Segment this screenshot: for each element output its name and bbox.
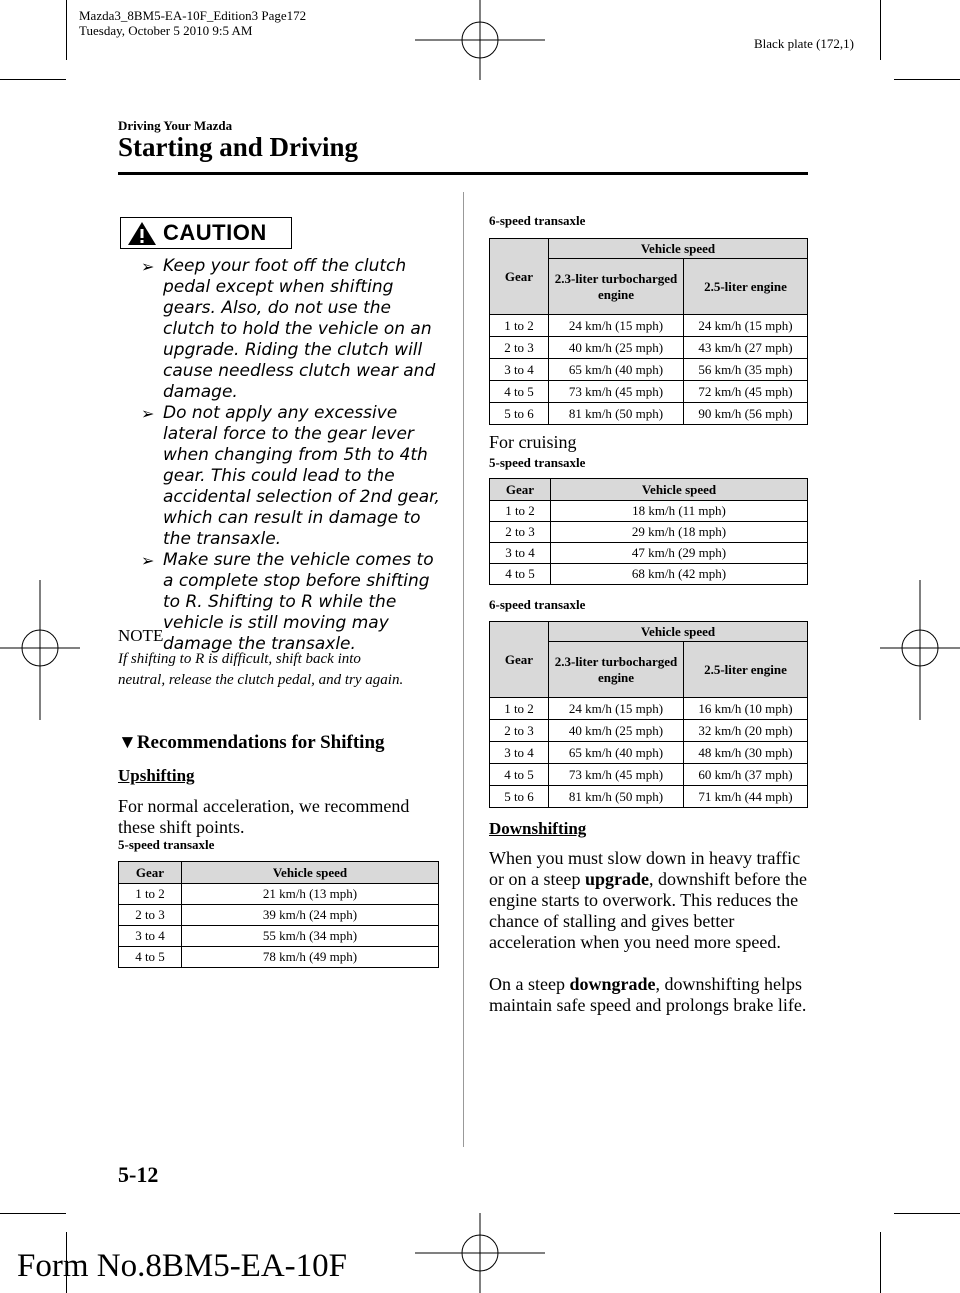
col-header: Gear xyxy=(490,479,551,501)
table-row: 4 to 5 73 km/h (45 mph) 60 km/h (37 mph) xyxy=(490,764,808,786)
arrow-icon: ➢ xyxy=(141,257,155,276)
downshifting-paragraph-1: When you must slow down in heavy traffic or on a steep upgrade, downshift before the engine starts to overwork. This reduces the chance of stalling and gives better acceleration when you need more speed. xyxy=(489,848,807,952)
arrow-icon: ➢ xyxy=(141,404,155,423)
downshifting-heading: Downshifting xyxy=(489,819,587,838)
crop-mark xyxy=(880,1232,881,1293)
recommendations-heading: ▼Recommendations for Shifting xyxy=(118,732,385,753)
table-row: 3 to 4 55 km/h (34 mph) xyxy=(119,926,439,947)
page-number: 5-12 xyxy=(118,1162,159,1187)
table-row: 3 to 4 47 km/h (29 mph) xyxy=(490,543,808,564)
column-divider xyxy=(463,192,464,1147)
note-text: If shifting to R is difficult, shift back into neutral, release the clutch pedal, and try again. xyxy=(118,651,404,688)
caution-item: ➢ Keep your foot off the clutch pedal except when shifting gears. Also, do not use the clutch to hold the vehicle on an upgrade. Riding the clutch will cause needless clutch wear and damage. xyxy=(141,256,436,402)
col-header: Vehicle speed xyxy=(549,239,808,259)
table-row: 4 to 5 78 km/h (49 mph) xyxy=(119,947,439,968)
upshifting-intro: For normal acceleration, we recommend these shift points. xyxy=(118,796,410,837)
table-row: 4 to 5 73 km/h (45 mph) 72 km/h (45 mph) xyxy=(490,381,808,403)
warning-triangle-icon xyxy=(127,220,157,246)
crop-mark xyxy=(880,0,881,60)
crop-mark xyxy=(0,1213,66,1214)
registration-mark-bottom xyxy=(415,1213,545,1293)
crop-mark xyxy=(0,79,66,80)
table-row: 2 to 3 40 km/h (25 mph) 43 km/h (27 mph) xyxy=(490,337,808,359)
shift-table-6speed-cruise xyxy=(489,621,808,808)
table-caption: 5-speed transaxle xyxy=(118,837,215,852)
title-rule xyxy=(118,172,808,175)
print-header-line1: Mazda3_8BM5-EA-10F_Edition3 Page172 xyxy=(79,8,307,23)
col-header: Vehicle speed xyxy=(182,862,439,884)
crop-mark xyxy=(894,1213,960,1214)
print-header-plate: Black plate (172,1) xyxy=(754,36,854,51)
caution-label-box xyxy=(120,217,292,249)
table-caption: 6-speed transaxle xyxy=(489,597,586,612)
table-row: 2 to 3 40 km/h (25 mph) 32 km/h (20 mph) xyxy=(490,720,808,742)
triangle-down-icon: ▼ xyxy=(118,732,137,753)
col-header: Vehicle speed xyxy=(549,622,808,642)
col-header: 2.5-liter engine xyxy=(684,642,808,698)
col-header: Gear xyxy=(119,862,182,884)
table-row: 2 to 3 29 km/h (18 mph) xyxy=(490,522,808,543)
col-header: Gear xyxy=(490,622,549,698)
caution-list xyxy=(137,256,447,655)
registration-mark-right xyxy=(880,580,960,720)
table-row: 1 to 2 24 km/h (15 mph) 16 km/h (10 mph) xyxy=(490,698,808,720)
table-row: 1 to 2 21 km/h (13 mph) xyxy=(119,884,439,905)
col-header: Vehicle speed xyxy=(551,479,808,501)
registration-mark-left xyxy=(0,580,80,720)
col-header: 2.3-liter turbocharged engine xyxy=(549,259,684,315)
page-title: Starting and Driving xyxy=(118,132,359,162)
caution-item: ➢ Do not apply any excessive lateral force to the gear lever when changing from 5th to 4th gear. This could lead to the accidental selection of 2nd gear, which can result in damage to the transaxle. xyxy=(141,403,440,549)
table-caption: 5-speed transaxle xyxy=(489,455,586,470)
table-row: 5 to 6 81 km/h (50 mph) 71 km/h (44 mph) xyxy=(490,786,808,808)
cruising-label: For cruising xyxy=(489,432,577,452)
table-row: 3 to 4 65 km/h (40 mph) 48 km/h (30 mph) xyxy=(490,742,808,764)
table-row: 1 to 2 18 km/h (11 mph) xyxy=(490,501,808,522)
upshifting-heading: Upshifting xyxy=(118,766,195,785)
table-row: 5 to 6 81 km/h (50 mph) 90 km/h (56 mph) xyxy=(490,403,808,425)
caution-label: CAUTION xyxy=(163,220,267,245)
arrow-icon: ➢ xyxy=(141,551,155,570)
col-header: 2.5-liter engine xyxy=(684,259,808,315)
caution-item: ➢ Make sure the vehicle comes to a complete stop before shifting to R. Shifting to R while the vehicle is still moving may damage the transaxle. xyxy=(141,550,434,654)
crop-mark xyxy=(894,79,960,80)
form-number: Form No.8BM5-EA-10F xyxy=(17,1248,348,1284)
note-heading: NOTE xyxy=(118,626,164,645)
table-row: 2 to 3 39 km/h (24 mph) xyxy=(119,905,439,926)
downshifting-paragraph-2: On a steep downgrade, downshifting helps maintain safe speed and prolongs brake life. xyxy=(489,974,807,1015)
table-caption: 6-speed transaxle xyxy=(489,213,586,228)
col-header: 2.3-liter turbocharged engine xyxy=(549,642,684,698)
table-row: 1 to 2 24 km/h (15 mph) 24 km/h (15 mph) xyxy=(490,315,808,337)
col-header: Gear xyxy=(490,239,549,315)
shift-table-6speed-normal xyxy=(489,238,808,425)
print-header-line2: Tuesday, October 5 2010 9:5 AM xyxy=(79,23,253,38)
shift-table-5speed-cruise xyxy=(489,478,808,585)
table-row: 4 to 5 68 km/h (42 mph) xyxy=(490,564,808,585)
crop-mark xyxy=(66,0,67,60)
section-label: Driving Your Mazda xyxy=(118,118,233,133)
table-row: 3 to 4 65 km/h (40 mph) 56 km/h (35 mph) xyxy=(490,359,808,381)
shift-table-5speed-normal xyxy=(118,861,439,968)
registration-mark-top xyxy=(415,0,545,80)
